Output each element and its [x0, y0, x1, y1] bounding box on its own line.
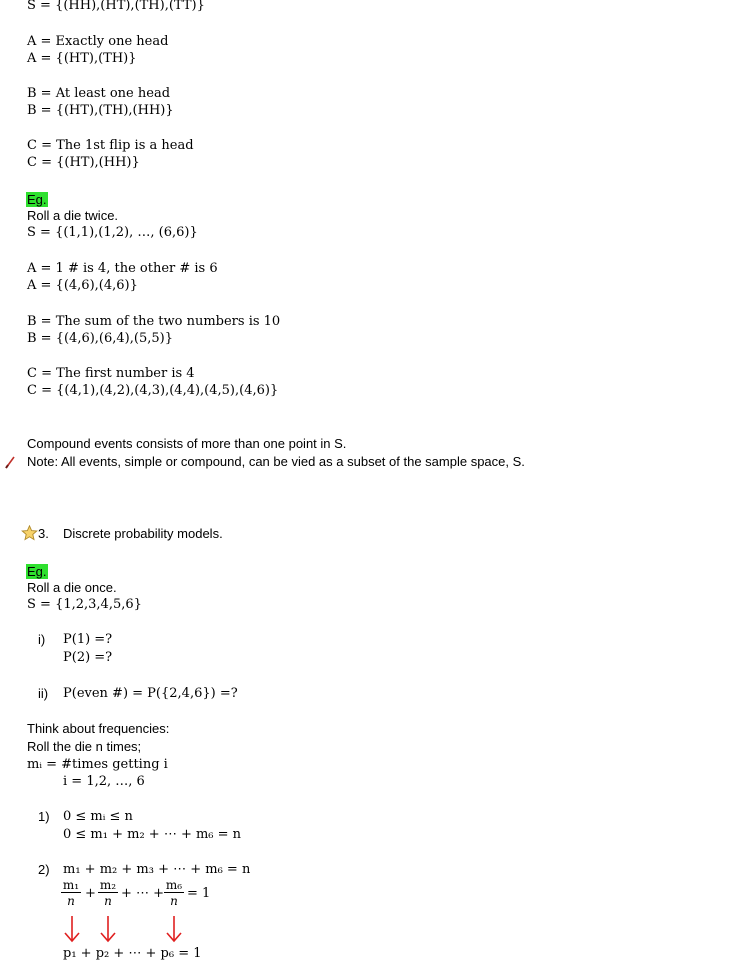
pen-icon [4, 455, 16, 474]
star-icon [21, 525, 38, 546]
probability-question: P(1) =? [63, 632, 113, 647]
event-b-definition: B = At least one head [27, 86, 171, 101]
inequality: 0 ≤ mᵢ ≤ n [63, 809, 133, 824]
compound-events-note: Compound events consists of more than one point in S. [27, 436, 347, 451]
section-title: Discrete probability models. [63, 526, 223, 541]
inequality: 0 ≤ m₁ + m₂ + ⋯ + m₆ = n [63, 827, 242, 842]
list-label: 1) [38, 809, 50, 824]
frequency-step: Roll the die n times; [27, 739, 142, 754]
fraction-term: $\frac{\text{m₆}}{n}$ [165, 878, 183, 908]
sample-space-coin: S = {(HH),(HT),(TH),(TT)} [27, 0, 205, 13]
example-tag: Eg. [27, 192, 47, 207]
event-a-definition: A = Exactly one head [27, 34, 169, 49]
down-arrow-icon [64, 915, 80, 943]
equals-one: = 1 [187, 886, 211, 901]
probability-question: P(2) =? [63, 650, 113, 665]
example-prompt: Roll a die twice. [27, 208, 119, 223]
dice-event-b-set: B = {(4,6),(6,4),(5,5)} [27, 331, 173, 346]
example-tag: Eg. [27, 564, 47, 579]
dice-event-c-set: C = {(4,1),(4,2),(4,3),(4,4),(4,5),(4,6)} [27, 383, 279, 398]
frequency-index: i = 1,2, …, 6 [63, 774, 145, 789]
example-prompt: Roll a die once. [27, 580, 117, 595]
plus-ellipsis: + ⋯ + [121, 886, 165, 901]
dice-event-b-definition: B = The sum of the two numbers is 10 [27, 314, 281, 329]
probability-question: P(even #) = P({2,4,6}) =? [63, 686, 238, 701]
frequency-sum: m₁ + m₂ + m₃ + ⋯ + m₆ = n [63, 862, 251, 877]
sample-space-dice: S = {(1,1),(1,2), …, (6,6)} [27, 225, 198, 240]
section-number: 3. [38, 526, 49, 541]
dice-event-a-definition: A = 1 # is 4, the other # is 6 [27, 261, 218, 276]
list-label: ii) [38, 686, 49, 701]
event-c-definition: C = The 1st flip is a head [27, 138, 194, 153]
event-c-set: C = {(HT),(HH)} [27, 155, 140, 170]
dice-event-c-definition: C = The first number is 4 [27, 366, 195, 381]
sample-space-die: S = {1,2,3,4,5,6} [27, 597, 142, 612]
down-arrow-icon [100, 915, 116, 943]
event-a-set: A = {(HT),(TH)} [27, 51, 137, 66]
list-label: i) [38, 632, 46, 647]
down-arrow-icon [166, 915, 182, 943]
fraction-term: $\frac{\text{m₂}}{n}$ [99, 878, 117, 908]
event-b-set: B = {(HT),(TH),(HH)} [27, 103, 174, 118]
subset-note: Note: All events, simple or compound, can be vied as a subset of the sample space, S. [27, 454, 525, 469]
frequency-definition: mᵢ = #times getting i [27, 757, 168, 772]
probability-sum: p₁ + p₂ + ⋯ + p₆ = 1 [63, 946, 202, 961]
list-label: 2) [38, 862, 50, 877]
dice-event-a-set: A = {(4,6),(4,6)} [27, 278, 138, 293]
fraction-term: $\frac{\text{m₁}}{n}$ [62, 878, 80, 908]
plus-sign: + [85, 886, 96, 901]
frequency-intro: Think about frequencies: [27, 721, 170, 736]
